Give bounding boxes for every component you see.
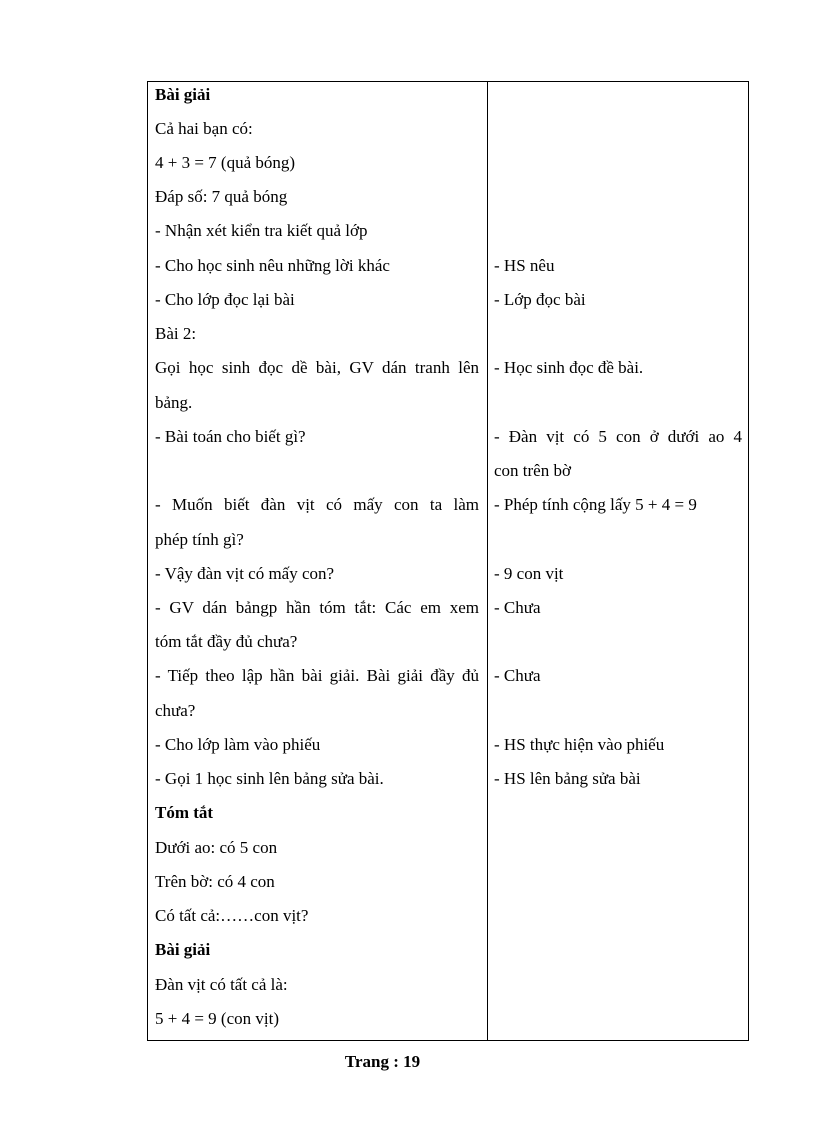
left-line: 4 + 3 = 7 (quả bóng) [155,153,296,172]
right-line: - Phép tính cộng lấy 5 + 4 = 9 [494,495,697,514]
left-line: Đàn vịt có tất cả là: [155,975,288,994]
left-line: - Tiếp theo lập hần bài giải. Bài giải đầy đủ [155,666,479,685]
left-line: - GV dán bảngp hần tóm tắt: Các em xem [155,598,479,617]
right-line: - Đàn vịt có 5 con ở dưới ao 4 [494,427,742,446]
left-line: Gọi học sinh đọc dề bài, GV dán tranh lên [155,358,479,377]
left-line: phép tính gì? [155,530,244,549]
left-line: - Gọi 1 học sinh lên bảng sửa bài. [155,769,384,788]
left-line: Cả hai bạn có: [155,119,253,138]
left-line: Có tất cả:……con vịt? [155,906,309,925]
left-line: - Cho lớp làm vào phiếu [155,735,321,754]
left-line-heading-summary: Tóm tắt [155,803,214,822]
left-line: Bài 2: [155,324,197,343]
column-divider [487,81,488,1041]
left-line: - Cho học sinh nêu những lời khác [155,256,390,275]
left-line: - Bài toán cho biết gì? [155,427,306,446]
right-line: - Chưa [494,666,541,685]
right-line: - HS nêu [494,256,555,275]
left-line: Đáp số: 7 quả bóng [155,187,288,206]
left-line: Trên bờ: có 4 con [155,872,275,891]
left-line: bảng. [155,393,193,412]
page-number: Trang : 19 [344,1052,421,1071]
left-line: Dưới ao: có 5 con [155,838,278,857]
right-line: - HS thực hiện vào phiếu [494,735,665,754]
right-line: - 9 con vịt [494,564,564,583]
right-line: - Chưa [494,598,541,617]
right-line: - Học sinh đọc đề bài. [494,358,644,377]
left-line-heading-solution: Bài giải [155,940,211,959]
right-line: con trên bờ [494,461,571,480]
left-line: - Vậy đàn vịt có mấy con? [155,564,335,583]
right-line: - HS lên bảng sửa bài [494,769,641,788]
left-line: 5 + 4 = 9 (con vịt) [155,1009,279,1028]
left-line: tóm tắt đầy đủ chưa? [155,632,298,651]
right-line: - Lớp đọc bài [494,290,586,309]
left-line: chưa? [155,701,196,720]
left-line: - Nhận xét kiển tra kiết quả lớp [155,221,368,240]
left-line: - Muốn biết đàn vịt có mấy con ta làm [155,495,479,514]
left-line-heading-solution: Bài giải [155,85,211,104]
left-line: - Cho lớp đọc lại bài [155,290,295,309]
